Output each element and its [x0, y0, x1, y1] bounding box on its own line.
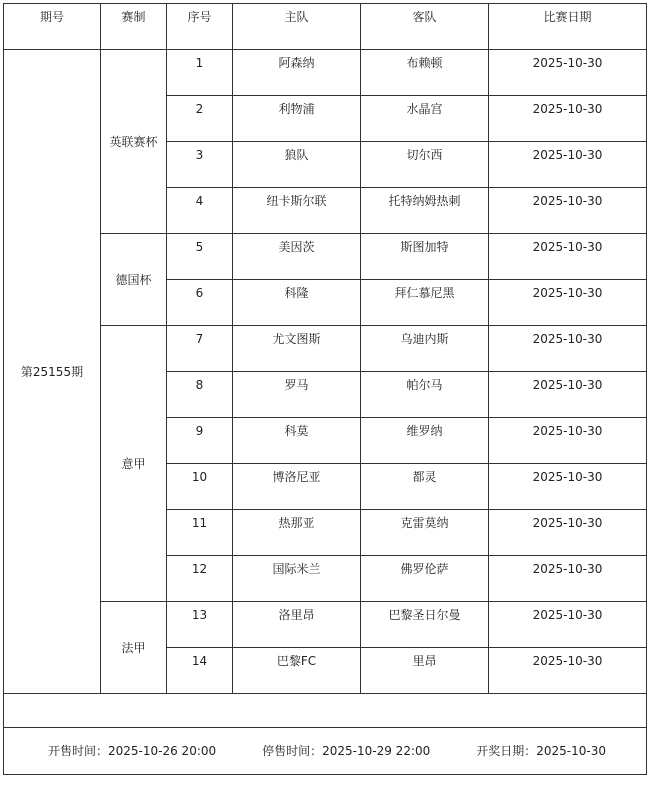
- match-index: 12: [167, 556, 233, 602]
- spacer-row: [4, 694, 647, 728]
- match-index: 2: [167, 96, 233, 142]
- sale-end-time: 停售时间：2025-10-29 22:00: [262, 744, 431, 758]
- match-date: 2025-10-30: [489, 418, 647, 464]
- home-team: 美因茨: [233, 234, 361, 280]
- match-date: 2025-10-30: [489, 602, 647, 648]
- match-date: 2025-10-30: [489, 556, 647, 602]
- sale-start-time: 开售时间：2025-10-26 20:00: [48, 744, 217, 758]
- match-index: 8: [167, 372, 233, 418]
- draw-date: 开奖日期：2025-10-30: [476, 744, 606, 758]
- match-date: 2025-10-30: [489, 280, 647, 326]
- match-schedule-table: [3, 3, 647, 775]
- header-period: 期号: [4, 4, 101, 50]
- away-team: 里昂: [361, 648, 489, 694]
- home-team: 纽卡斯尔联: [233, 188, 361, 234]
- match-date: 2025-10-30: [489, 188, 647, 234]
- table-row: [4, 50, 647, 96]
- away-team: 克雷莫纳: [361, 510, 489, 556]
- match-index: 13: [167, 602, 233, 648]
- home-team: 狼队: [233, 142, 361, 188]
- league-cell: 意甲: [101, 326, 167, 602]
- period-cell: 第25155期: [4, 50, 101, 694]
- league-cell: 英联赛杯: [101, 50, 167, 234]
- match-index: 1: [167, 50, 233, 96]
- away-team: 斯图加特: [361, 234, 489, 280]
- match-index: 14: [167, 648, 233, 694]
- match-date: 2025-10-30: [489, 648, 647, 694]
- footer-info: [4, 744, 646, 758]
- match-index: 7: [167, 326, 233, 372]
- away-team: 佛罗伦萨: [361, 556, 489, 602]
- away-team: 乌迪内斯: [361, 326, 489, 372]
- match-date: 2025-10-30: [489, 510, 647, 556]
- match-date: 2025-10-30: [489, 50, 647, 96]
- match-date: 2025-10-30: [489, 96, 647, 142]
- home-team: 热那亚: [233, 510, 361, 556]
- match-body: [4, 50, 647, 694]
- league-cell: 法甲: [101, 602, 167, 694]
- footer-cell: [4, 728, 647, 775]
- away-team: 巴黎圣日尔曼: [361, 602, 489, 648]
- header-home-team: 主队: [233, 4, 361, 50]
- home-team: 尤文图斯: [233, 326, 361, 372]
- match-date: 2025-10-30: [489, 234, 647, 280]
- home-team: 国际米兰: [233, 556, 361, 602]
- away-team: 拜仁慕尼黑: [361, 280, 489, 326]
- home-team: 利物浦: [233, 96, 361, 142]
- table-row: [4, 602, 647, 648]
- home-team: 科隆: [233, 280, 361, 326]
- footer-row: [4, 728, 647, 775]
- header-away-team: 客队: [361, 4, 489, 50]
- home-team: 罗马: [233, 372, 361, 418]
- header-match-date: 比赛日期: [489, 4, 647, 50]
- away-team: 维罗纳: [361, 418, 489, 464]
- league-cell: 德国杯: [101, 234, 167, 326]
- match-index: 4: [167, 188, 233, 234]
- header-index: 序号: [167, 4, 233, 50]
- spacer-cell: [4, 694, 647, 728]
- match-index: 3: [167, 142, 233, 188]
- table-row: [4, 234, 647, 280]
- match-index: 5: [167, 234, 233, 280]
- away-team: 帕尔马: [361, 372, 489, 418]
- home-team: 阿森纳: [233, 50, 361, 96]
- away-team: 切尔西: [361, 142, 489, 188]
- header-row: [4, 4, 647, 50]
- away-team: 布赖顿: [361, 50, 489, 96]
- match-index: 9: [167, 418, 233, 464]
- table-row: [4, 326, 647, 372]
- match-date: 2025-10-30: [489, 372, 647, 418]
- home-team: 科莫: [233, 418, 361, 464]
- header-league: 赛制: [101, 4, 167, 50]
- away-team: 水晶宫: [361, 96, 489, 142]
- match-index: 11: [167, 510, 233, 556]
- match-date: 2025-10-30: [489, 142, 647, 188]
- match-index: 6: [167, 280, 233, 326]
- match-index: 10: [167, 464, 233, 510]
- away-team: 都灵: [361, 464, 489, 510]
- away-team: 托特纳姆热刺: [361, 188, 489, 234]
- home-team: 博洛尼亚: [233, 464, 361, 510]
- home-team: 巴黎FC: [233, 648, 361, 694]
- match-date: 2025-10-30: [489, 326, 647, 372]
- home-team: 洛里昂: [233, 602, 361, 648]
- match-date: 2025-10-30: [489, 464, 647, 510]
